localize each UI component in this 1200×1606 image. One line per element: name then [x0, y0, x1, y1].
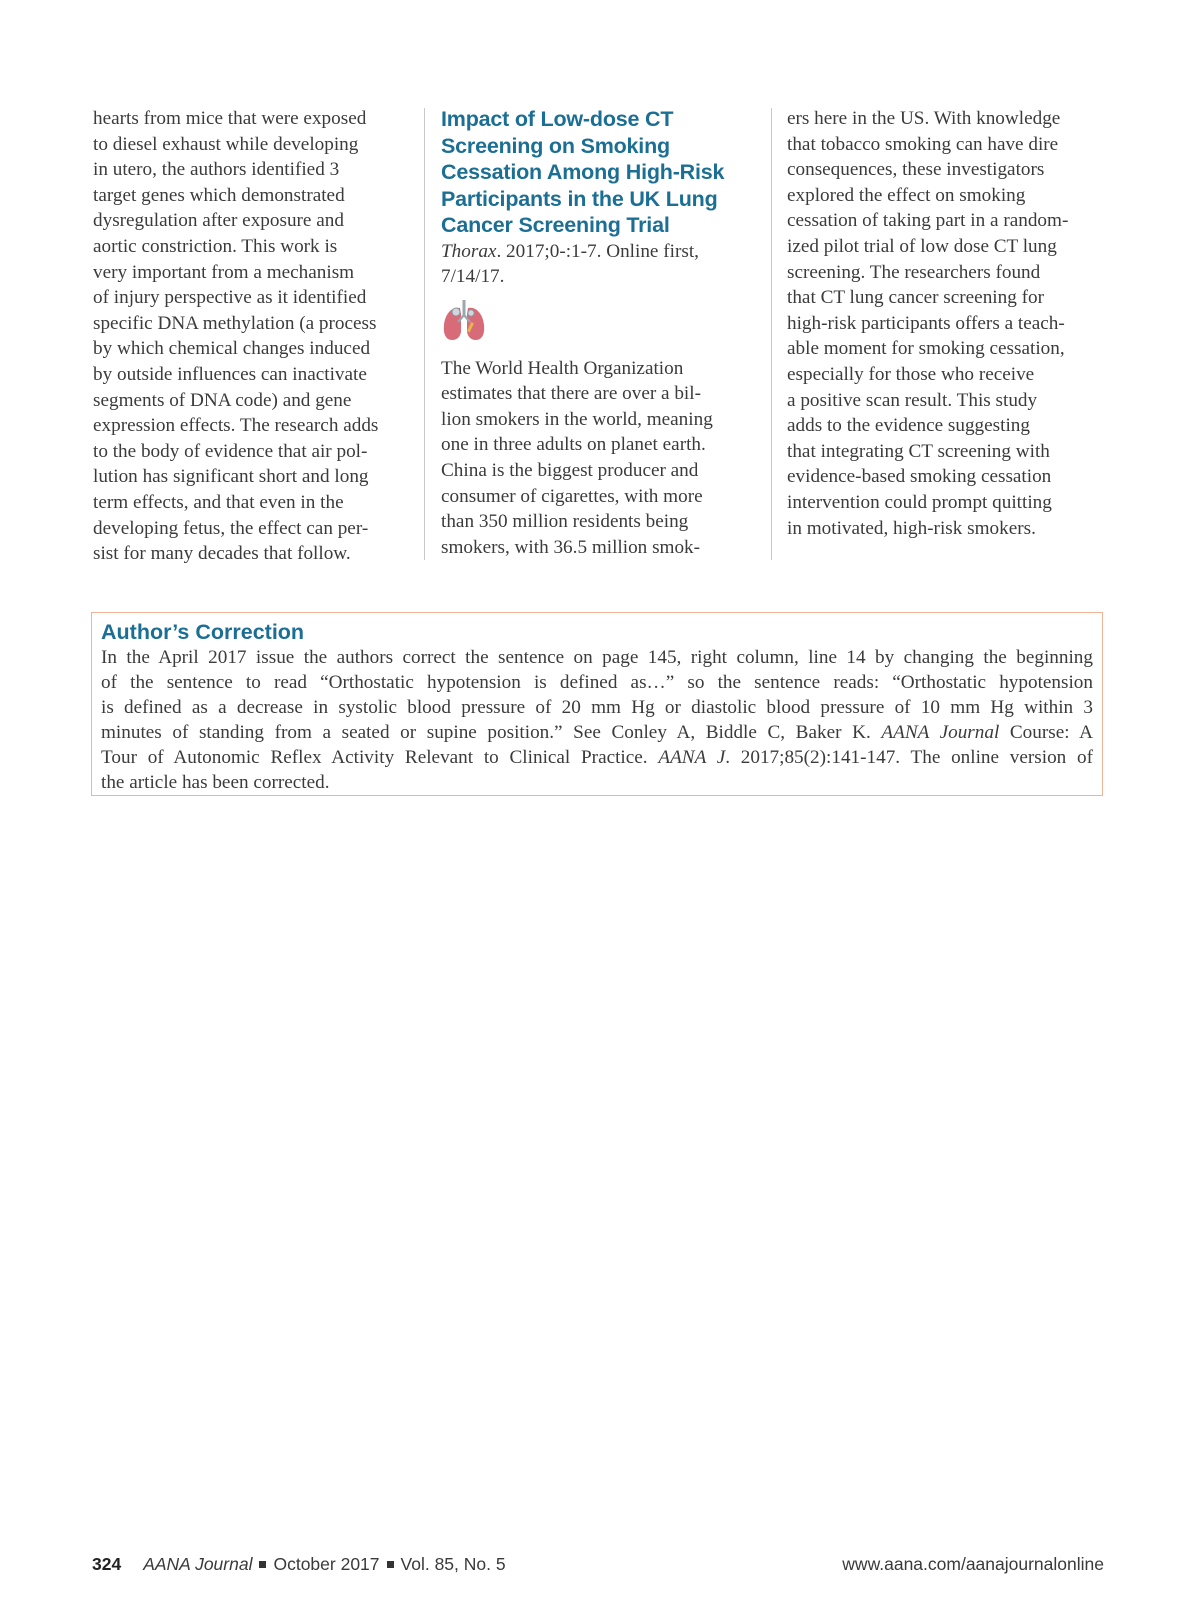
correction-line: is defined as a decrease in systolic blood pressure of 20 mm Hg or diastolic blood pressure of 10 mm Hg within 3 [101, 697, 1093, 718]
body-text-line: segments of DNA code) and gene [93, 389, 352, 411]
correction-line: the article has been corrected. [101, 772, 330, 793]
body-text-line: than 350 million residents being [441, 511, 689, 533]
body-text-line: lion smokers in the world, meaning [441, 408, 713, 430]
body-text-line: hearts from mice that were exposed [93, 108, 367, 129]
journal-name: AANA Journal [143, 1554, 253, 1574]
lungs-icon [441, 298, 487, 342]
body-text-line: that CT lung cancer screening for [787, 287, 1044, 309]
body-text-line: ers here in the US. With knowledge [787, 108, 1061, 129]
body-text-line: consequences, these investigators [787, 159, 1045, 181]
page-number: 324 [92, 1554, 122, 1574]
separator-square-icon [259, 1561, 266, 1568]
correction-line: of the sentence to read “Orthostatic hypotension is defined as…” so the sentence reads: “Orthostatic hypotension [101, 672, 1093, 693]
body-text-line: estimates that there are over a bil- [441, 383, 701, 405]
volume-number: Vol. 85, No. 5 [400, 1554, 506, 1574]
body-text-line: intervention could prompt quitting [787, 491, 1052, 513]
correction-line [101, 745, 1093, 770]
body-text-line: high-risk participants offers a teach- [787, 312, 1065, 334]
article-body-part-1 [441, 356, 763, 561]
authors-correction-box [91, 612, 1103, 796]
page-footer [92, 1554, 1104, 1578]
article-citation [441, 239, 763, 290]
body-text-line: lution has significant short and long [93, 466, 369, 488]
title-line: Screening on Smoking [441, 133, 670, 158]
column-2 [441, 106, 763, 560]
correction-line-text: minutes of standing from a seated or supine position.” See Conley A, Biddle C, Baker K. [101, 722, 871, 743]
body-text-line: cessation of taking part in a random- [787, 210, 1069, 232]
correction-journal-abbrev: AANA J [658, 747, 726, 768]
body-text-line: aortic constriction. This work is [93, 235, 338, 257]
title-line: Impact of Low-dose CT [441, 107, 674, 131]
citation-date: 7/14/17. [441, 266, 505, 288]
body-text-line: of injury perspective as it identified [93, 287, 367, 309]
body-text-line: a positive scan result. This study [787, 389, 1038, 411]
column-divider-1 [424, 108, 425, 560]
body-text-line: especially for those who receive [787, 363, 1035, 385]
body-text-line: to the body of evidence that air pol- [93, 440, 368, 462]
body-text-line: able moment for smoking cessation, [787, 338, 1065, 360]
column-1-text [93, 106, 415, 567]
article-title [441, 106, 763, 239]
title-line: Participants in the UK Lung [441, 186, 718, 211]
body-text-line: ized pilot trial of low dose CT lung [787, 235, 1057, 257]
body-text-line: dysregulation after exposure and [93, 210, 344, 232]
body-text-line: term effects, and that even in the [93, 491, 344, 513]
body-text-line: very important from a mechanism [93, 261, 355, 283]
correction-journal-name: AANA Journal [881, 722, 1000, 743]
body-text-line: that tobacco smoking can have dire [787, 133, 1059, 155]
body-text-line: consumer of cigarettes, with more [441, 485, 703, 507]
correction-line: In the April 2017 issue the authors correct the sentence on page 145, right column, line 14 by changing the beginning [101, 647, 1093, 668]
citation-journal: Thorax [441, 240, 497, 262]
body-text-line: to diesel exhaust while developing [93, 133, 359, 155]
column-divider-2 [771, 108, 772, 560]
correction-line [101, 720, 1093, 745]
journal-url[interactable]: www.aana.com/aanajournalonline [842, 1554, 1104, 1574]
title-line: Cancer Screening Trial [441, 213, 670, 237]
body-text-line: screening. The researchers found [787, 261, 1041, 283]
body-text-line: target genes which demonstrated [93, 184, 345, 206]
body-text-line: that integrating CT screening with [787, 440, 1050, 462]
body-text-line: smokers, with 36.5 million smok- [441, 536, 701, 558]
correction-line-text: Course: A [999, 722, 1093, 743]
body-text-line: evidence-based smoking cessation [787, 466, 1052, 488]
correction-line-text: . 2017;85(2):141-147. The online version of [725, 747, 1093, 768]
body-text-line: The World Health Organization [441, 357, 684, 379]
body-text-line: one in three adults on planet earth. [441, 434, 706, 456]
body-text-line: expression effects. The research adds [93, 415, 379, 437]
body-text-line: sist for many decades that follow. [93, 543, 351, 565]
body-text-line: in motivated, high-risk smokers. [787, 517, 1036, 539]
body-text-line: adds to the evidence suggesting [787, 415, 1030, 437]
body-text-line: by which chemical changes induced [93, 338, 371, 360]
body-text-line: specific DNA methylation (a process [93, 312, 377, 334]
citation-details: . 2017;0-:1-7. Online first, [496, 240, 699, 262]
body-text-line: by outside influences can inactivate [93, 363, 367, 385]
correction-text [101, 645, 1093, 795]
body-text-line: China is the biggest producer and [441, 460, 699, 482]
correction-line-text: Tour of Autonomic Reflex Activity Relevant to Clinical Practice. [101, 747, 659, 768]
title-line: Cessation Among High-Risk [441, 160, 725, 184]
correction-title: Author’s Correction [101, 620, 305, 644]
article-body-part-2 [787, 106, 1117, 541]
body-text-line: in utero, the authors identified 3 [93, 159, 340, 181]
separator-square-icon [387, 1561, 394, 1568]
issue-date: October 2017 [273, 1554, 380, 1574]
body-text-line: developing fetus, the effect can per- [93, 517, 369, 539]
body-text-line: explored the effect on smoking [787, 184, 1026, 206]
